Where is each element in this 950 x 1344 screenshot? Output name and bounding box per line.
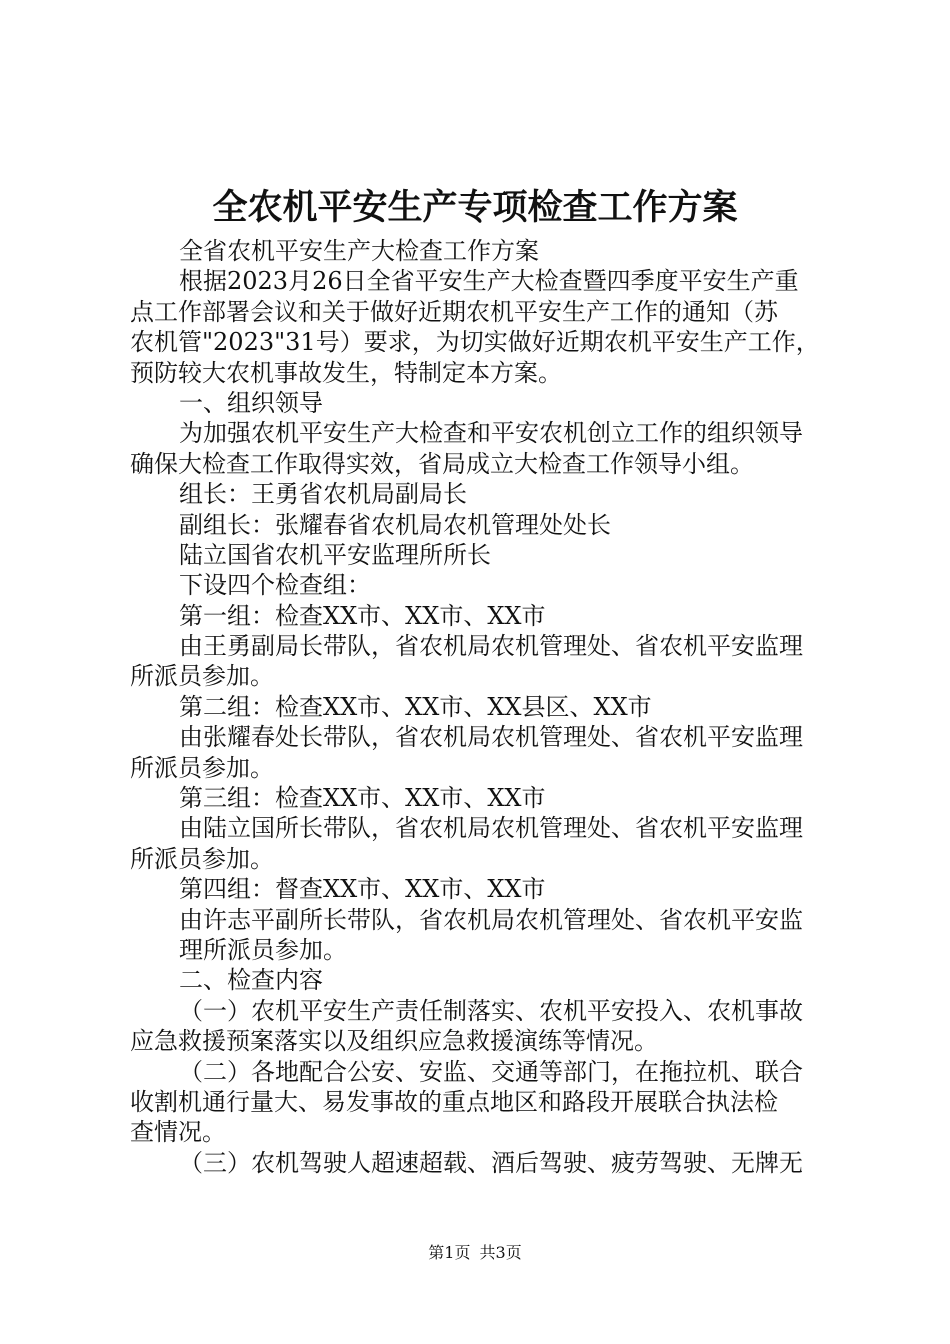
text-line: 根据2023月26日全省平安生产大检查暨四季度平安生产重 [179,267,799,296]
document-title: 全农机平安生产专项检查工作方案 [212,187,738,228]
text-line: （二）各地配合公安、安监、交通等部门，在拖拉机、联合 [179,1057,803,1086]
text-line: 农机管"2023"31号）要求，为切实做好近期农机平安生产工作， [130,328,820,357]
text-line: 第二组：检查XX市、XX市、XX县区、XX市 [179,692,652,721]
text-line: 二、检查内容 [179,966,323,995]
text-line: 副组长：张耀春省农机局农机管理处处长 [179,510,611,539]
text-line: 下设四个检查组： [179,571,371,600]
text-line: 由许志平副所长带队，省农机局农机管理处、省农机平安监 [179,905,803,934]
page-footer [0,1242,950,1264]
text-line: 所派员参加。 [130,844,274,873]
text-line: 确保大检查工作取得实效，省局成立大检查工作领导小组。 [130,449,754,478]
text-line: 理所派员参加。 [179,935,347,964]
text-line: 由张耀春处长带队，省农机局农机管理处、省农机平安监理 [179,723,803,752]
text-line: 一、组织领导 [179,388,323,417]
text-line: （三）农机驾驶人超速超载、酒后驾驶、疲劳驾驶、无牌无 [179,1148,803,1177]
page-number: 第1页 [428,1243,471,1262]
text-line: 陆立国省农机平安监理所所长 [179,540,491,569]
text-line: 所派员参加。 [130,753,274,782]
text-line: 全省农机平安生产大检查工作方案 [179,237,539,265]
text-line: 第一组：检查XX市、XX市、XX市 [179,601,546,630]
text-line: 预防较大农机事故发生，特制定本方案。 [130,358,562,387]
text-line: 第四组：督查XX市、XX市、XX市 [179,875,546,904]
text-line: 应急救援预案落实以及组织应急救援演练等情况。 [130,1027,658,1056]
text-line: 由王勇副局长带队，省农机局农机管理处、省农机平安监理 [179,632,803,661]
text-line: 由陆立国所长带队，省农机局农机管理处、省农机平安监理 [179,814,803,843]
text-line: 点工作部署会议和关于做好近期农机平安生产工作的通知（苏 [130,297,778,326]
document-body [130,236,830,1178]
text-line: 组长：王勇省农机局副局长 [179,480,467,509]
text-line: 为加强农机平安生产大检查和平安农机创立工作的组织领导 [179,419,803,448]
text-line: 查情况。 [130,1118,226,1147]
text-line: 收割机通行量大、易发事故的重点地区和路段开展联合执法检 [130,1087,778,1116]
page-total: 共3页 [479,1243,522,1262]
text-line: 第三组：检查XX市、XX市、XX市 [179,784,546,813]
text-line: （一）农机平安生产责任制落实、农机平安投入、农机事故 [179,996,803,1025]
text-line: 所派员参加。 [130,662,274,691]
